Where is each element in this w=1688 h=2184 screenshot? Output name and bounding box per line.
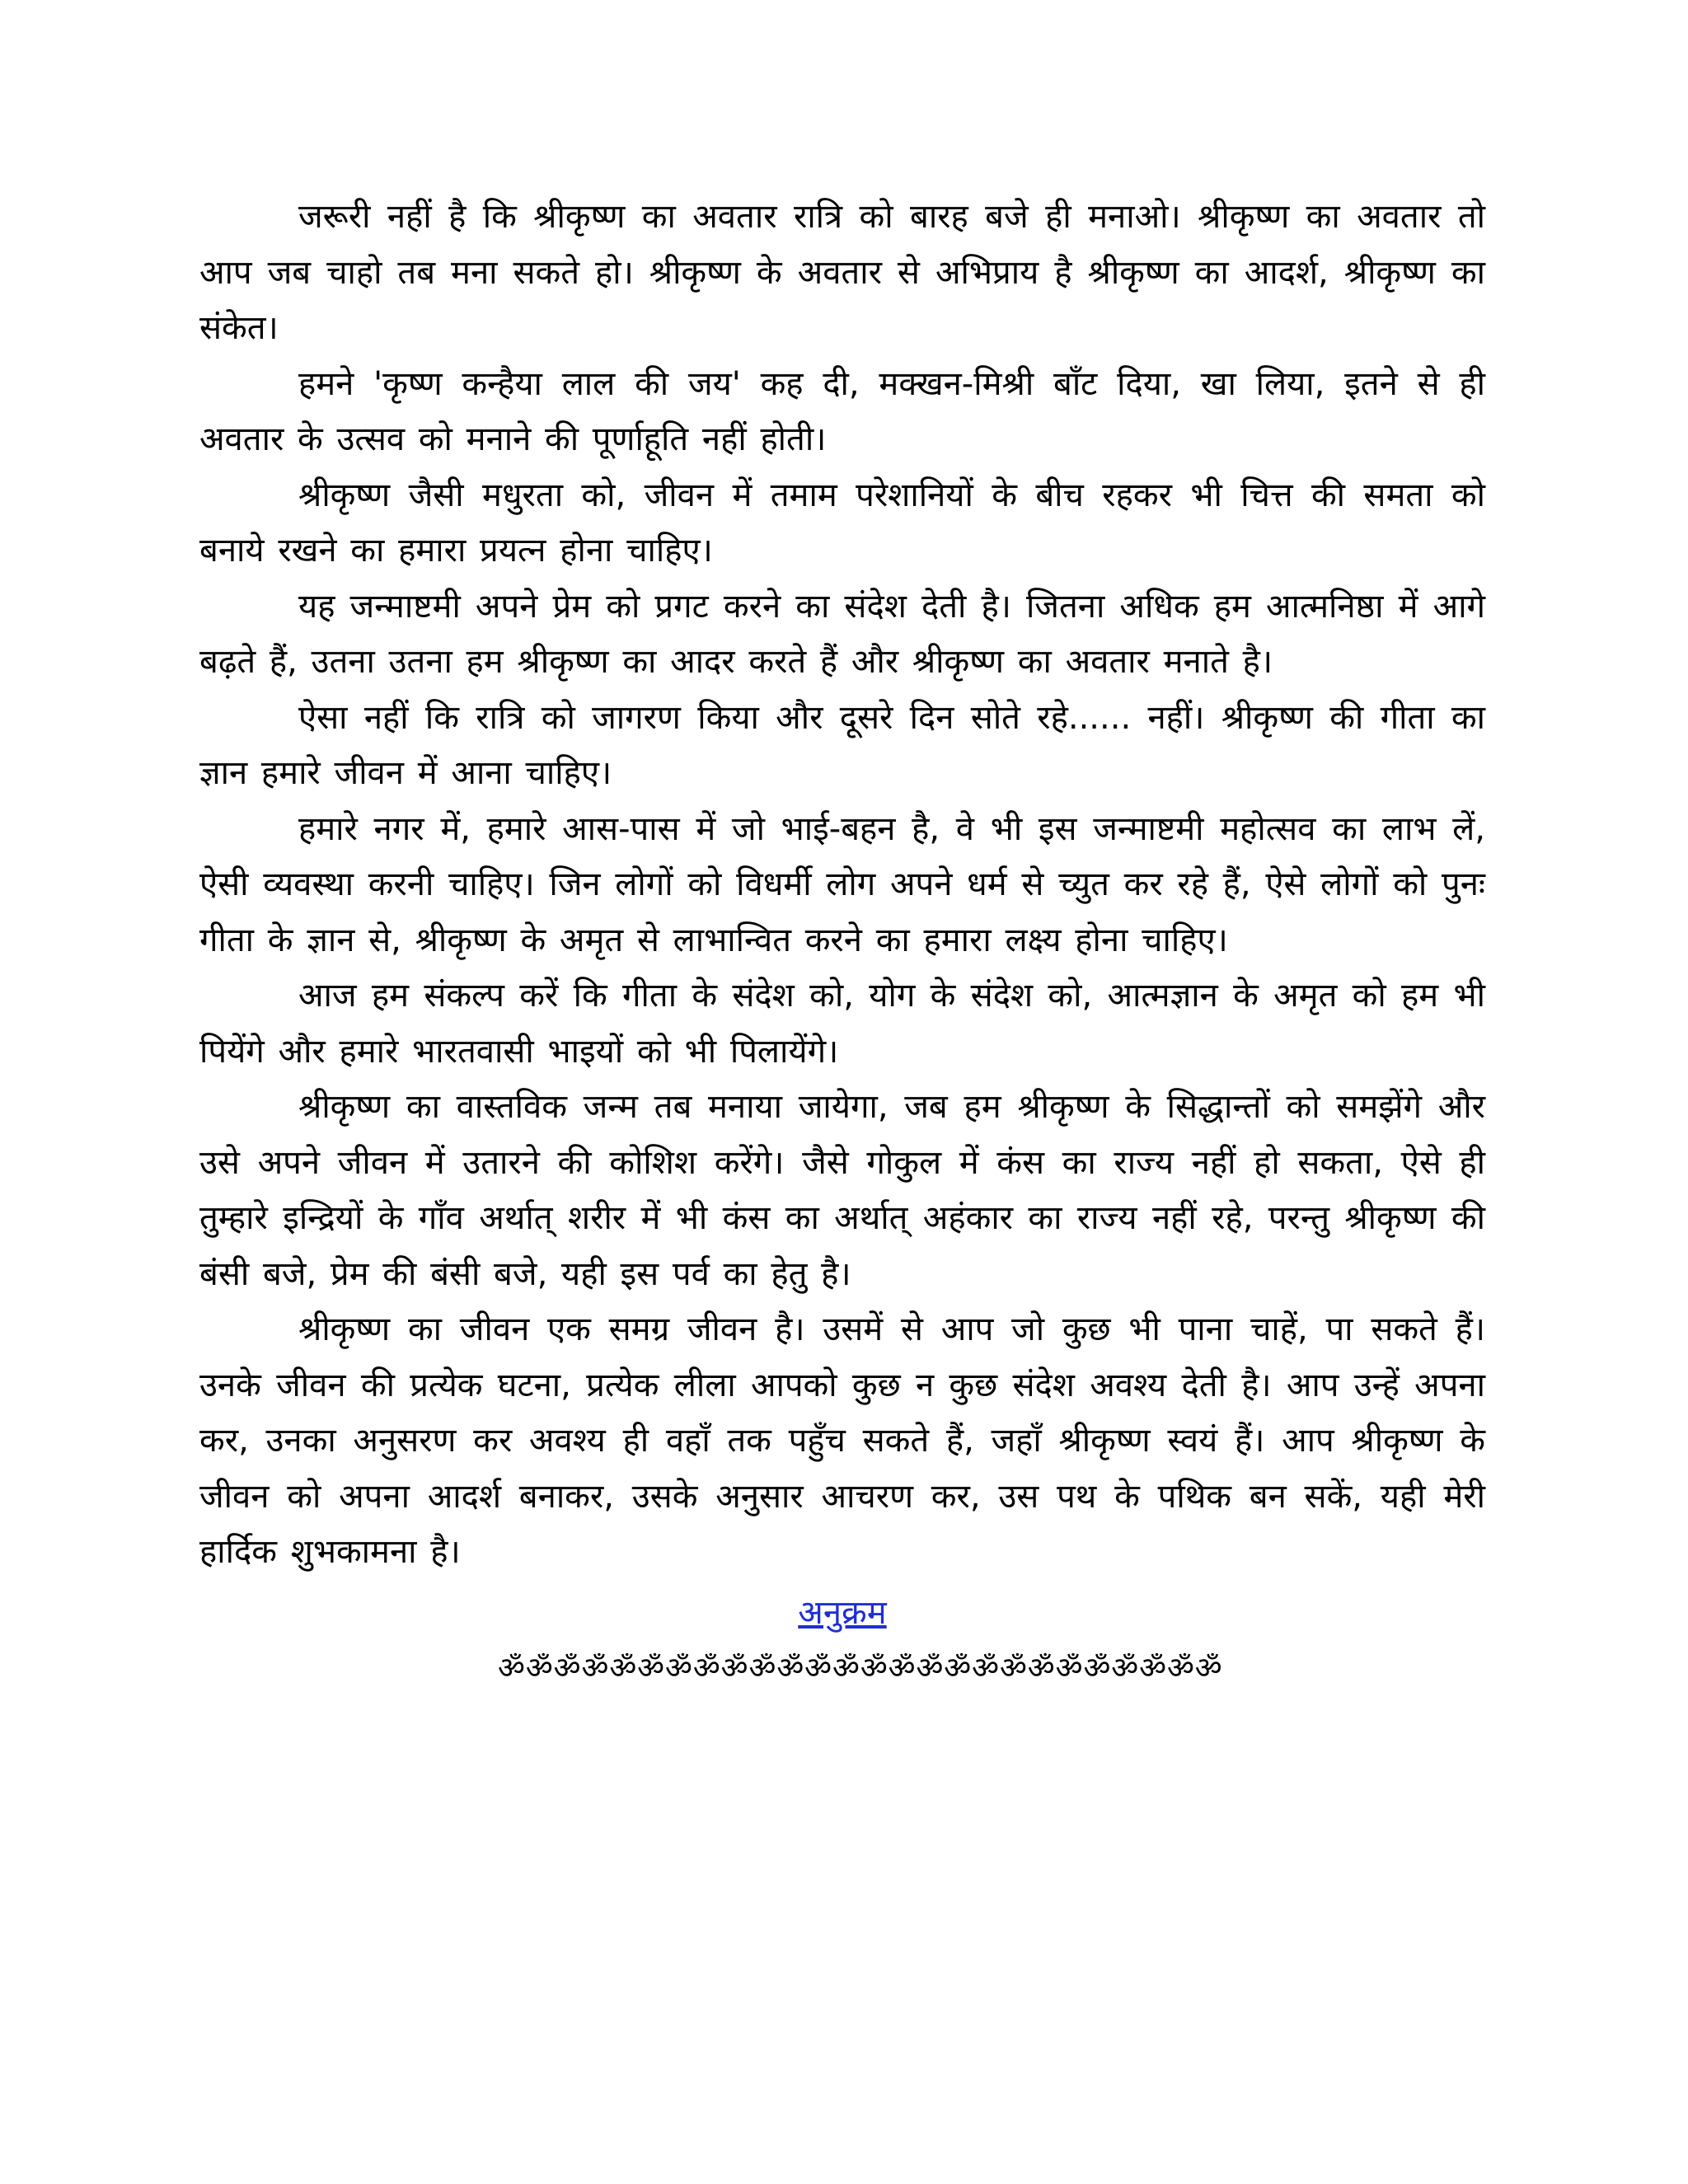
paragraph-8: श्रीकृष्ण का वास्तविक जन्म तब मनाया जायेगा, जब हम श्रीकृष्ण के सिद्धान्तों को समझेंगे और उसे अपने जीवन में उतारने की कोशिश करेंगे। जैसे गोकुल में कंस का राज्य नहीं हो सकता, ऐसे ही तुम्हारे इन्द्रियों के गाँव अर्थात् शरीर में भी कंस का अर्थात् अहंकार का राज्य नहीं रहे, परन्तु श्रीकृष्ण की बंसी बजे, प्रेम की बंसी बजे, यही इस पर्व का हेतु है।: [199, 1088, 1485, 1293]
paragraph-6: हमारे नगर में, हमारे आस-पास में जो भाई-बहन है, वे भी इस जन्माष्टमी महोत्सव का लाभ लें, ऐसी व्यवस्था करनी चाहिए। जिन लोगों को विधर्मी लोग अपने धर्म से च्युत कर रहे हैं, ऐसे लोगों को पुनः गीता के ज्ञान से, श्रीकृष्ण के अमृत से लाभान्वित करने का हमारा लक्ष्य होना चाहिए।: [199, 809, 1485, 959]
toc-link-container: [199, 1586, 1485, 1642]
paragraph-2: हमने 'कृष्ण कन्हैया लाल की जय' कह दी, मक्खन-मिश्री बाँट दिया, खा लिया, इतने से ही अवतार के उत्सव को मनाने की पूर्णाहूति नहीं होती।: [199, 364, 1485, 458]
paragraph-4: यह जन्माष्टमी अपने प्रेम को प्रगट करने का संदेश देती है। जितना अधिक हम आत्मनिष्ठा में आगे बढ़ते हैं, उतना उतना हम श्रीकृष्ण का आदर करते हैं और श्रीकृष्ण का अवतार मनाते है।: [199, 587, 1485, 681]
paragraph-5: ऐसा नहीं कि रात्रि को जागरण किया और दूसरे दिन सोते रहे...... नहीं। श्रीकृष्ण की गीता का ज्ञान हमारे जीवन में आना चाहिए।: [199, 698, 1485, 792]
paragraph-7: आज हम संकल्प करें कि गीता के संदेश को, योग के संदेश को, आत्मज्ञान के अमृत को हम भी पियेंगे और हमारे भारतवासी भाइयों को भी पिलायेंगे।: [199, 977, 1485, 1071]
document-body: [199, 190, 1485, 1697]
paragraph-1: जरूरी नहीं है कि श्रीकृष्ण का अवतार रात्रि को बारह बजे ही मनाओ। श्रीकृष्ण का अवतार तो आप जब चाहो तब मना सकते हो। श्रीकृष्ण के अवतार से अभिप्राय है श्रीकृष्ण का आदर्श, श्रीकृष्ण का संकेत।: [199, 198, 1485, 347]
om-divider: ॐॐॐॐॐॐॐॐॐॐॐॐॐॐॐॐॐॐॐॐॐॐॐॐॐॐ: [498, 1652, 1223, 1685]
table-of-contents-link[interactable]: अनुक्रम: [798, 1593, 887, 1632]
paragraph-3: श्रीकृष्ण जैसी मधुरता को, जीवन में तमाम परेशानियों के बीच रहकर भी चित्त की समता को बनाये रखने का हमारा प्रयत्न होना चाहिए।: [199, 476, 1485, 569]
paragraph-9: श्रीकृष्ण का जीवन एक समग्र जीवन है। उसमें से आप जो कुछ भी पाना चाहें, पा सकते हैं। उनके जीवन की प्रत्येक घटना, प्रत्येक लीला आपको कुछ न कुछ संदेश अवश्य देती है। आप उन्हें अपना कर, उनका अनुसरण कर अवश्य ही वहाँ तक पहुँच सकते हैं, जहाँ श्रीकृष्ण स्वयं हैं। आप श्रीकृष्ण के जीवन को अपना आदर्श बनाकर, उसके अनुसार आचरण कर, उस पथ के पथिक बन सकें, यही मेरी हार्दिक शुभकामना है।: [199, 1310, 1485, 1571]
